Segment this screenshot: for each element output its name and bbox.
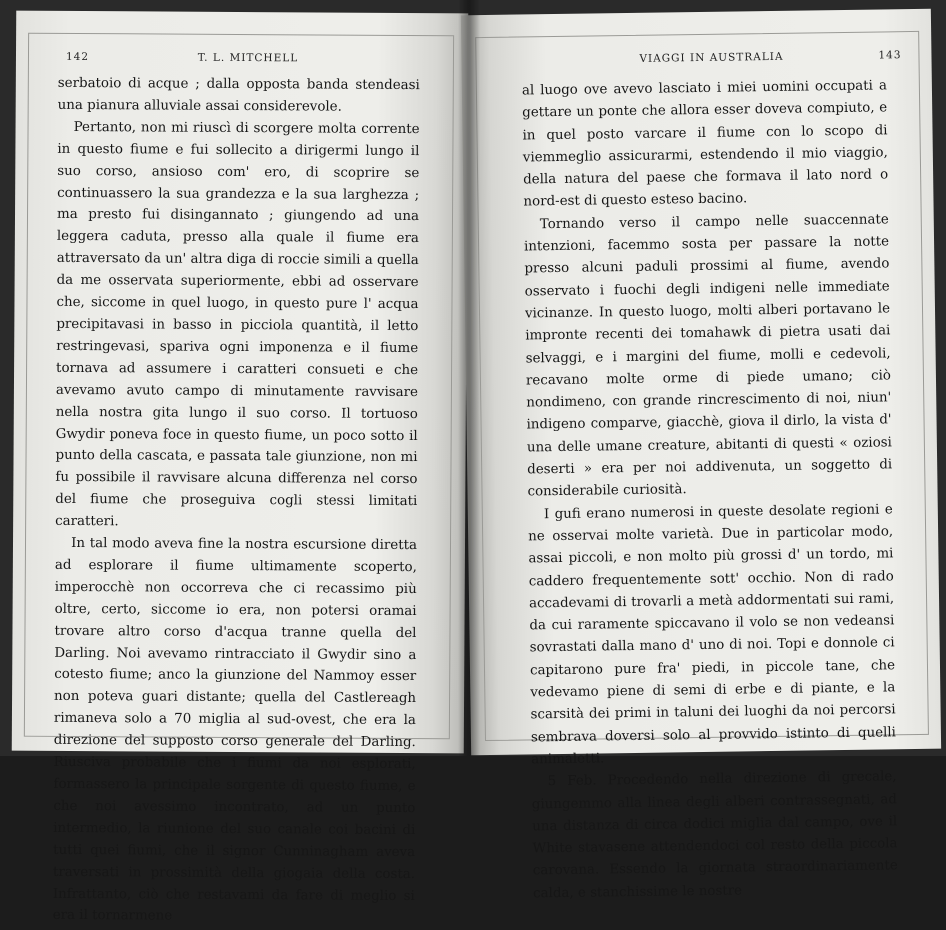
paragraph: 5 Feb. Procedendo nella direzione di grecale, giungemmo alla linea degli alberi contrassegnati, ad una distanza di circa dodici miglia dal campo, ove il White stavasene attendendoci col resto della piccola carovana. Essendo la giornata straordinariamente calda, e stanchissime le nostre <box>531 769 898 902</box>
paragraph: I gufi erano numerosi in queste desolate regioni e ne osservai molte varietà. Due in particolar modo, assai piccoli, e non molto più grossi d' un tordo, mi caddero frequentemente sott' occhio. Non di rado accadevami di trovarli a metà addormentati sui rami, da cui raramente spiccavano il volo se non vedeansi sovrastati dalla mano d' uno di noi. Topi e donnole ci capitarono pure fra' piedi, in piccole tane, che vedevamo piene di semi di erbe e di piante, e la scarsità dei primi in taluni dei luoghi da noi percorsi sembrava doversi solo al provvido istinto di quelli animaletti. <box>528 501 897 768</box>
page-number: 142 <box>65 50 90 64</box>
paragraph: serbatoio di acque ; dalla opposta banda stendeasi una pianura alluviale assai considerevole. <box>57 75 420 115</box>
running-head: VIAGGI IN AUSTRALIA <box>639 50 784 65</box>
page-header <box>66 51 430 71</box>
body-text <box>53 73 420 930</box>
paragraph: Tornando verso il campo nelle suaccennate intenzioni, facemmo sosta per passare la notte presso alcuni paduli prossimi al fiume, avendo osservato i fuochi degli indigeni nelle immediate vicinanze. In questo luogo, molti alberi portavano le impronte recenti dei tomahawk di pietra usati dai selvaggi, e i margini del fiume, molli e cedevoli, recavano molte orme di piede umano; ciò nondimeno, con grande rincrescimento di noi, niun' indigeno comparve, giacchè, giova il dirlo, la vista d' una delle umane creature, abitanti di questi « oziosi deserti » era per noi addivenuta, un soggetto di considerabile curiosità. <box>523 212 893 500</box>
paragraph: Pertanto, non mi riuscì di scorgere molta corrente in questo fiume e fui sollecito a dirigermi lungo il suo corso, ansioso com' ero, di scoprire se continuassero la sua grandezza e la sua larghezza ; ma presto fui disingannato ; giungendo ad una leggera caduta, presso alla quale il fiume era attraversato da un' altra diga di roccie simili a quella da me osservata superiormente, ebbi ad osservare che, siccome in quel luogo, in questo pure l' acqua precipitavasi in basso in picciola quantità, il letto restringevasi, spariva ogni imponenza e il fiume tornava ad assumere i caratteri consueti e che avevamo avuto campo di minutamente ravvisare nella nostra gita lungo il suo corso. Il tortuoso Gwydir poneva foce in questo fiume, un poco sotto il punto della cascata, e passata tale giunzione, non mi fu possibile il ravvisare alcuna differenza nel corso del fiume che proseguiva cogli stessi limitati caratteri. <box>55 119 420 530</box>
page-number: 143 <box>878 49 902 62</box>
body-text <box>522 75 898 905</box>
paragraph: al luogo ove avevo lasciato i miei uomini occupati a gettare un ponte che allora esser doveva compiuto, e in quel posto varcare il fiume con lo scopo di viemmeglio assicurarmi, estendendo il mio viaggio, della natura del paese che formava il lato nord o nord-est di questo esteso bacino. <box>521 78 889 210</box>
running-head: T. L. MITCHELL <box>197 51 299 65</box>
right-page <box>461 9 941 902</box>
paragraph: In tal modo aveva fine la nostra escursione diretta ad esplorare il fiume ultimamente scoperto, imperocchè non occorreva che ci recassimo più oltre, certo, siccome io era, non potersi oramai trovare altro corso d'acqua tranne quella del Darling. Noi avevamo rintracciato il Gwydir sino a cotesto fiume; anco la giunzione del Nammoy esser non poteva guari distante; quella del Castlereagh rimaneva solo a 70 miglia al sud-ovest, che era la direzione del supposto corso generale del Darling. Riusciva probabile che i fiumi da noi esplorati, formassero la principale sorgente di questo fiume, e che noi avessimo incontrato, ad un punto intermedio, la riunione del suo canale coi bacini di tutti quei fiumi, che il signor Cunninagham aveva traversati in prossimità della giogaia della costa. Infrattanto, ciò che restavami da fare di meglio si era il tornarmene <box>52 536 418 925</box>
left-page <box>12 11 469 925</box>
